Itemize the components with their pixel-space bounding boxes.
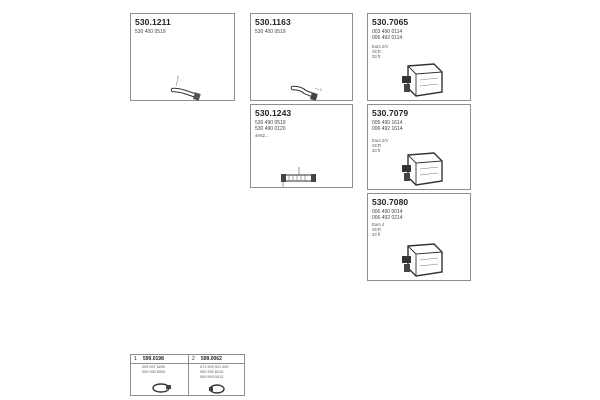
reference-numbers: 530 490 0519 530 490 0120	[255, 120, 286, 133]
part-card-530-1243[interactable]	[250, 104, 353, 188]
part-card-530-7079[interactable]	[367, 104, 471, 190]
svg-text:1: 1	[320, 88, 322, 92]
pipe-drawing	[167, 74, 207, 104]
clamp-icon	[207, 383, 231, 396]
part-card-530-1211[interactable]	[130, 13, 235, 101]
pipe-drawing	[279, 165, 319, 189]
parts-legend-box	[130, 354, 245, 396]
part-card-530-7080[interactable]	[367, 193, 471, 281]
muffler-drawing	[396, 240, 446, 280]
clamp-icon	[149, 381, 173, 395]
part-number: 530.1243	[255, 108, 292, 118]
part-number: 530.1163	[255, 17, 291, 27]
spec-note: Euro 2/V SCR 33 ft	[372, 44, 389, 60]
part-number: 530.1211	[135, 17, 171, 27]
svg-text:1: 1	[177, 75, 179, 79]
reference-numbers: 006 490 0014 006 492 0214	[372, 209, 403, 222]
part-card-530-1163[interactable]	[250, 13, 353, 101]
reference-numbers: 003 490 0114 006 492 0114	[372, 29, 403, 42]
part-number: 530.7079	[372, 108, 409, 118]
item-part-number: 599.0198	[143, 356, 164, 362]
pipe-drawing	[287, 76, 327, 104]
reference-numbers: 530 400 0519	[255, 29, 286, 35]
item-references: 071 993 021 000 000 992 8210 000 993 0013	[200, 365, 229, 379]
part-card-530-7065[interactable]	[367, 13, 471, 101]
item-number: 2	[192, 356, 195, 362]
muffler-drawing	[396, 60, 446, 100]
spec-note: Euro 2/V SCR 33 ft	[372, 138, 389, 154]
item-number: 1	[134, 356, 137, 362]
part-number: 530.7065	[372, 17, 409, 27]
parts-item-1[interactable]	[131, 355, 188, 397]
item-references: 003 997 6290 000 990 8000	[142, 365, 166, 374]
spec-note: 4H52...	[255, 133, 269, 138]
parts-item-2[interactable]	[189, 355, 246, 397]
part-number: 530.7080	[372, 197, 409, 207]
reference-numbers: 005 490 1614 006 492 1614	[372, 120, 403, 133]
item-part-number: 599.0062	[201, 356, 222, 362]
spec-note: Euro 4 SCR 33 ft	[372, 222, 385, 238]
reference-numbers: 530 400 0519	[135, 29, 166, 35]
muffler-drawing	[396, 149, 446, 189]
